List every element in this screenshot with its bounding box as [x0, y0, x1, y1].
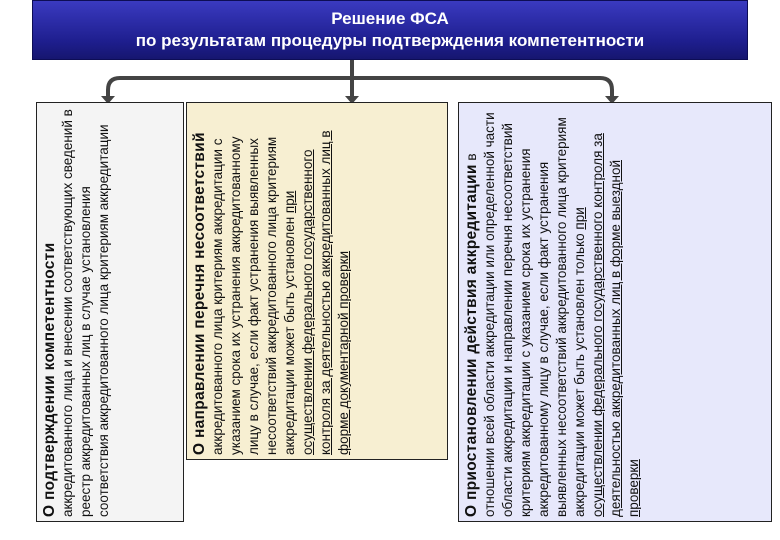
panel-nonconformity-body: аккредитованного лица критериям аккредитации с указанием срока их устранения аккредитованному лицу в случае, если факт устранения выявленных несоответствий аккредитованного лица критериям аккредитации может быть установлен [210, 136, 297, 455]
panel-confirm-body: аккредитованного лица и внесении соответствующих сведений в реестр аккредитованных лиц в случае установления соответствия аккредитованного лица критериям аккредитации [60, 109, 111, 517]
panel-nonconformity-text [187, 103, 448, 460]
header-title-line1: Решение ФСА [331, 9, 449, 28]
connector-bar [108, 78, 612, 100]
header-title-line2: по результатам процедуры подтверждения компетентности [135, 31, 645, 50]
panel-confirm-competence [36, 102, 184, 522]
panel-nonconformity-body-underlined: при осуществлении федерального государственного контроля за деятельностью аккредитованных лиц в форме документарной проверки [282, 130, 351, 455]
panel-nonconformity-list [186, 102, 448, 460]
panel-nonconformity-title: О направлении перечня несоответствий [191, 132, 208, 455]
panel-confirm-text [37, 103, 184, 522]
panel-suspension-body-underlined: при осуществлении федерального государственного контроля за деятельностью аккредитованных лиц в форме выездной проверки [572, 133, 641, 517]
panel-suspension-title: О приостановлении действия аккредитации [463, 164, 480, 517]
panel-suspension [458, 102, 772, 522]
panel-suspension-text [459, 103, 772, 522]
panel-suspension-body: в отношении всей области аккредитации или определенной части области аккредитации и направлении перечня несоответствий критериям аккредитации с указанием срока их устранения аккредитованному лицу в случае, если факт устранения выявленных несоответствий аккредитованного лица критериям аккредитации может быть установлен только [464, 112, 587, 517]
panel-confirm-title: О подтверждении компетентности [41, 242, 58, 517]
